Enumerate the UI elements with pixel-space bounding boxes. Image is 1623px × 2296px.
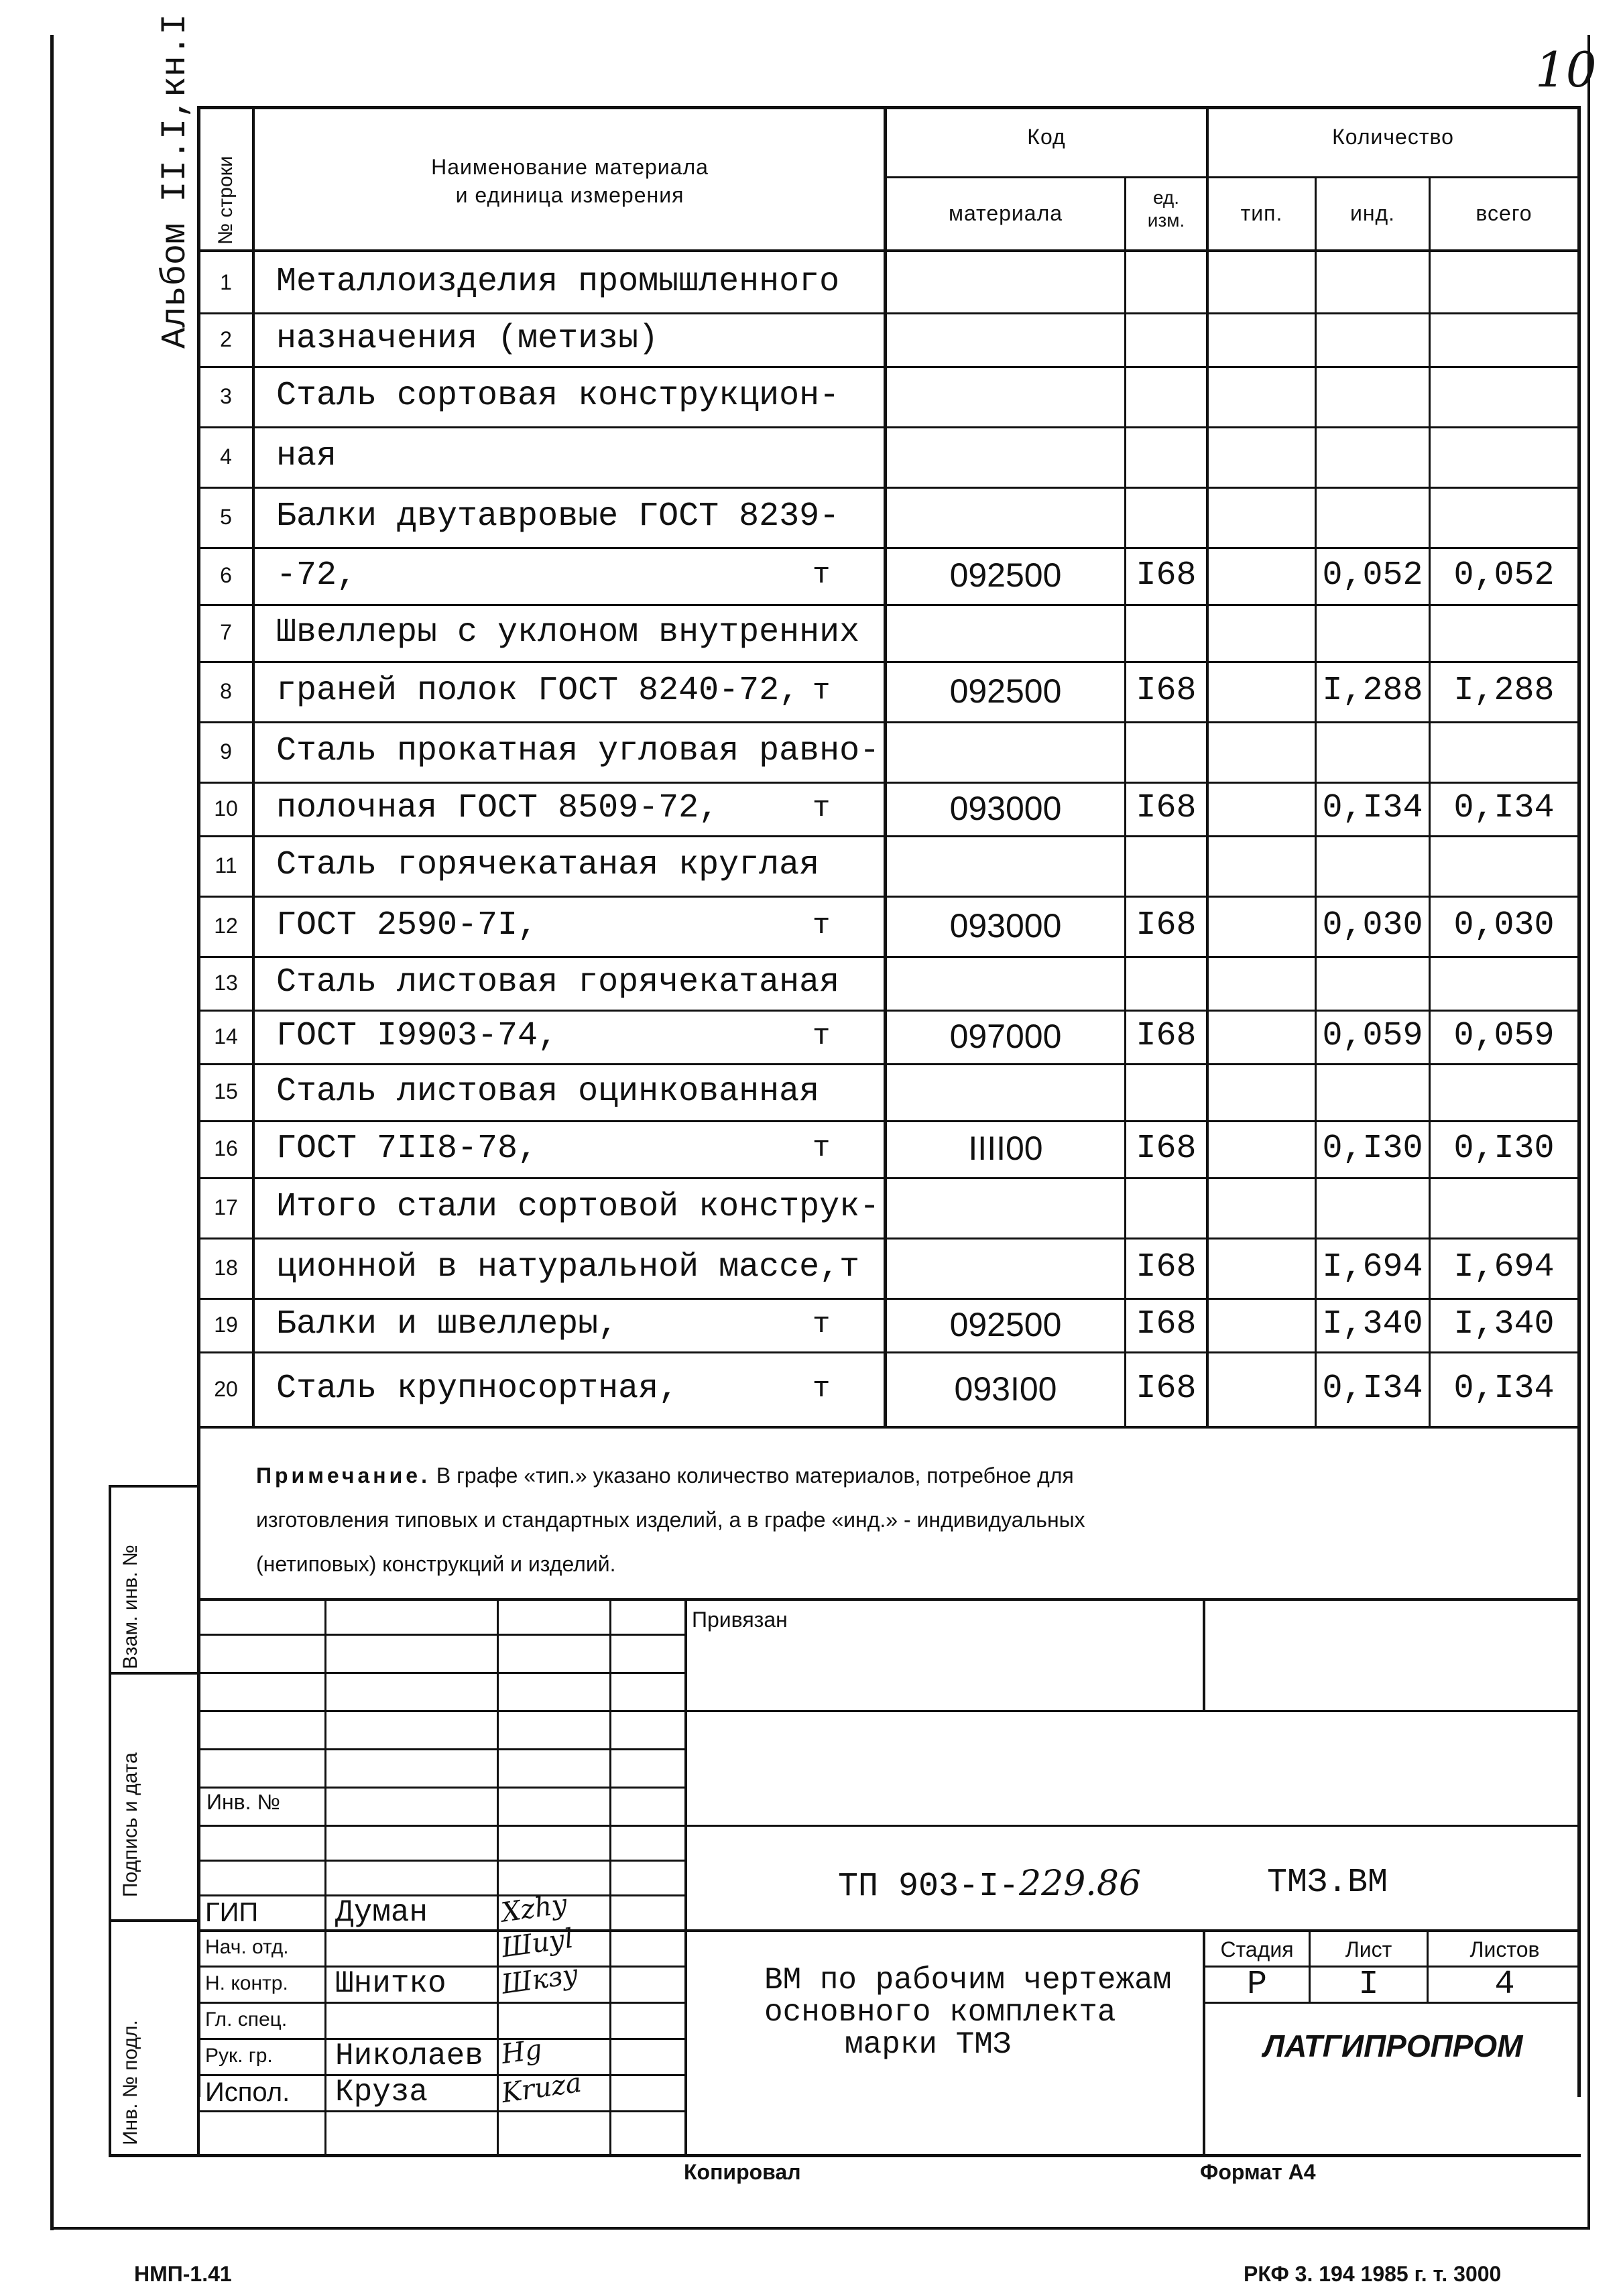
row-line-right <box>885 312 1581 314</box>
row-text: Сталь сортовая конструкцион- <box>276 377 840 415</box>
description-line-1: ВМ по рабочим чертежам <box>764 1963 1172 1998</box>
row-unit: т <box>813 1132 831 1165</box>
sheets-value: 4 <box>1494 1966 1515 2004</box>
note-block <box>256 1453 1557 1586</box>
stamp-h-3b <box>686 1710 1581 1712</box>
row-line-right <box>885 721 1581 723</box>
row-line-right <box>885 661 1581 663</box>
stamp-h-5 <box>197 1787 686 1789</box>
row-line-right <box>885 1298 1581 1300</box>
row-uom: I68 <box>1136 1305 1197 1343</box>
row-text: ная <box>276 437 337 475</box>
row-text: Сталь листовая горячекатаная <box>276 963 840 1002</box>
row-text: ГОСТ 2590-7I, <box>276 906 538 945</box>
header-q-ind: инд. <box>1349 201 1396 225</box>
row-text: полочная ГОСТ 8509-72, <box>276 789 719 827</box>
row-code: 092500 <box>949 556 1062 594</box>
header-quantity: Количество <box>1332 125 1454 149</box>
row-text: Сталь прокатная угловая равно- <box>276 732 880 770</box>
stage-label: Стадия <box>1220 1937 1294 1961</box>
row-line-right <box>885 366 1581 368</box>
doc-code <box>838 1864 1141 1906</box>
description-line-2: основного комплекта <box>764 1995 1116 2030</box>
row-unit: т <box>813 674 831 708</box>
title-bottom <box>109 2154 1581 2157</box>
row-number: 20 <box>214 1377 238 1401</box>
left-code: НМП-1.41 <box>134 2262 232 2286</box>
row-number: 14 <box>214 1024 238 1048</box>
header-row-no: № строки <box>215 156 237 245</box>
stamp-v-4 <box>684 1598 687 2155</box>
row-text: Итого стали сортовой конструк- <box>276 1188 880 1226</box>
row-text: Балки и швеллеры, <box>276 1305 619 1343</box>
row-number: 19 <box>214 1313 238 1337</box>
row-number: 6 <box>220 563 232 587</box>
row-text: ГОСТ 7II8-78, <box>276 1130 538 1168</box>
stamp-v-2 <box>497 1598 499 2155</box>
row-line-right <box>885 1237 1581 1240</box>
role-label: ГИП <box>205 1898 259 1927</box>
row-uom: I68 <box>1136 1017 1197 1055</box>
role-signature: Hg <box>499 2034 544 2070</box>
row-ind: 0,I34 <box>1322 789 1423 827</box>
col-line-2 <box>884 106 887 1427</box>
row-code: 093000 <box>949 907 1062 945</box>
row-line-right <box>885 487 1581 489</box>
role-signature: Xzhy <box>499 1888 569 1929</box>
row-unit: т <box>813 909 831 943</box>
stamp-v-1 <box>324 1598 326 2155</box>
role-label: Рук. гр. <box>205 2045 273 2067</box>
row-total: I,694 <box>1453 1248 1555 1286</box>
row-ind: 0,I34 <box>1322 1370 1423 1408</box>
row-number: 1 <box>220 270 232 294</box>
row-unit: т <box>813 1308 831 1341</box>
stamp-h-3 <box>197 1710 686 1712</box>
header-code: Код <box>1027 125 1066 149</box>
sheet-mark: 10 <box>1535 42 1597 98</box>
row-number: 12 <box>214 914 238 938</box>
row-text: -72, <box>276 556 357 595</box>
role-label: Н. контр. <box>205 1972 288 1994</box>
row-unit: т <box>813 1372 831 1406</box>
row-code: 093000 <box>949 790 1062 827</box>
copied-label: Копировал <box>684 2160 801 2184</box>
row-number: 17 <box>214 1195 238 1219</box>
row-number: 13 <box>214 971 238 995</box>
row-text: Балки двутавровые ГОСТ 8239- <box>276 497 840 536</box>
stamp-h-8 <box>197 1894 686 1896</box>
row-number: 4 <box>220 444 232 469</box>
row-line <box>197 1427 908 1429</box>
row-total: 0,030 <box>1453 906 1555 945</box>
stamp-v-5 <box>1203 1598 1205 1711</box>
frame-right <box>1587 35 1590 2230</box>
row-code: 092500 <box>949 1306 1062 1343</box>
row-number: 7 <box>220 620 232 644</box>
row-uom: I68 <box>1136 1248 1197 1286</box>
side-left <box>109 1485 111 2155</box>
row-ind: 0,059 <box>1322 1017 1423 1055</box>
row-number: 8 <box>220 679 232 703</box>
note-line-2: изготовления типовых и стандартных изделий, а в графе «инд.» - индивидуальных <box>256 1508 1085 1532</box>
stamp-h-top <box>197 1598 1581 1601</box>
row-number: 5 <box>220 505 232 529</box>
row-line-right <box>885 1063 1581 1065</box>
sheets-label: Листов <box>1469 1937 1540 1961</box>
row-number: 15 <box>214 1079 238 1103</box>
header-code-material: материала <box>948 201 1063 225</box>
row-unit: т <box>813 1020 831 1053</box>
row-number: 16 <box>214 1136 238 1160</box>
header-code-unit-2: изм. <box>1147 210 1185 231</box>
row-uom: I68 <box>1136 789 1197 827</box>
row-line-right <box>885 1351 1581 1353</box>
row-text: Сталь крупносортная, <box>276 1370 679 1408</box>
frame-bottom <box>50 2227 1589 2230</box>
description-line-3: марки ТМЗ <box>845 2027 1012 2062</box>
col-line-4 <box>1206 106 1209 1427</box>
side-div-2 <box>109 1919 197 1922</box>
row-number: 3 <box>220 384 232 408</box>
row-uom: I68 <box>1136 556 1197 595</box>
row-number: 10 <box>214 796 238 821</box>
row-total: I,288 <box>1453 672 1555 710</box>
note-line-1: В графе «тип.» указано количество материалов, потребное для <box>436 1463 1074 1488</box>
row-text: ГОСТ I9903-74, <box>276 1017 558 1055</box>
table-top <box>197 106 1581 109</box>
row-code: 097000 <box>949 1018 1062 1055</box>
row-uom: I68 <box>1136 1130 1197 1168</box>
row-uom: I68 <box>1136 906 1197 945</box>
header-name-line-1: Наименование материала <box>431 155 709 179</box>
role-label: Испол. <box>205 2077 290 2107</box>
org-name: ЛАТГИПРОПРОМ <box>1263 2029 1523 2063</box>
stamp-h-14 <box>197 2110 686 2112</box>
sheet-label: Лист <box>1345 1937 1392 1961</box>
title-left <box>197 1426 200 2157</box>
stamp-h-4 <box>197 1748 686 1750</box>
inv-no-label: Инв. № <box>206 1790 280 1814</box>
side-label-inv-podl: Инв. № подл. <box>119 2020 141 2145</box>
row-uom: I68 <box>1136 1370 1197 1408</box>
role-signature: Шиуl <box>499 1923 576 1964</box>
role-name: Круза <box>335 2075 428 2110</box>
row-text: граней полок ГОСТ 8240-72, <box>276 672 800 710</box>
row-line-right <box>885 956 1581 958</box>
row-text: Швеллеры с уклоном внутренних <box>276 613 860 652</box>
row-ind: I,288 <box>1322 672 1423 710</box>
header-name <box>268 153 871 209</box>
row-line-right <box>885 426 1581 428</box>
row-line-right <box>885 896 1581 898</box>
row-line-right <box>885 835 1581 837</box>
privyazan-label: Привязан <box>692 1608 788 1632</box>
stamp-h-2 <box>197 1672 686 1674</box>
row-line-right <box>885 1177 1581 1179</box>
row-line-right <box>885 604 1581 606</box>
doc-code-prefix: ТП 903-I- <box>838 1868 1020 1906</box>
sheet-value: I <box>1358 1966 1379 2004</box>
row-line-right <box>885 1120 1581 1122</box>
stamp-h-7 <box>197 1860 686 1862</box>
row-total: 0,059 <box>1453 1017 1555 1055</box>
header-subline <box>885 176 1581 178</box>
right-code: РКФ 3. 194 1985 г. т. 3000 <box>1244 2262 1502 2286</box>
row-line-right <box>885 782 1581 784</box>
row-total: 0,I30 <box>1453 1130 1555 1168</box>
row-total: 0,I34 <box>1453 1370 1555 1408</box>
row-line-right <box>885 1010 1581 1012</box>
role-name: Николаев <box>335 2039 483 2073</box>
row-text: назначения (метизы) <box>276 320 659 358</box>
side-label-vzam: Взам. инв. № <box>119 1545 141 1669</box>
row-ind: 0,030 <box>1322 906 1423 945</box>
album-label: Альбом II.I,кн.I <box>156 13 195 349</box>
side-top <box>109 1485 197 1488</box>
row-text: Металлоизделия промышленного <box>276 263 840 301</box>
row-code: 093I00 <box>954 1370 1057 1408</box>
stamp-h-1 <box>197 1634 686 1636</box>
row-ind: 0,I30 <box>1322 1130 1423 1168</box>
header-code-unit <box>1126 186 1206 232</box>
role-name: Думан <box>335 1895 428 1930</box>
stamp-v-3 <box>609 1598 611 2155</box>
row-line-right <box>885 547 1581 549</box>
row-ind: I,340 <box>1322 1305 1423 1343</box>
row-code: 092500 <box>949 672 1062 710</box>
row-code: IIII00 <box>968 1130 1043 1167</box>
row-number: 9 <box>220 739 232 764</box>
frame-left <box>50 35 54 2230</box>
row-number: 18 <box>214 1256 238 1280</box>
row-total: 0,052 <box>1453 556 1555 595</box>
role-name: Шнитко <box>335 1966 446 2001</box>
doc-mark: ТМЗ.ВМ <box>1267 1864 1388 1902</box>
role-signature: Шкзу <box>499 1959 581 2000</box>
side-label-podpis: Подпись и дата <box>119 1752 141 1897</box>
row-text: Сталь горячекатаная круглая <box>276 846 820 884</box>
header-q-total: всего <box>1476 201 1532 225</box>
doc-code-hand: 229.86 <box>1019 1864 1141 1904</box>
row-number: 11 <box>215 853 237 878</box>
table-right <box>1577 106 1581 2097</box>
row-number: 2 <box>220 327 232 351</box>
header-q-typ: тип. <box>1240 201 1283 225</box>
side-div-1 <box>109 1672 197 1675</box>
row-unit: т <box>813 558 831 592</box>
row-ind: I,694 <box>1322 1248 1423 1286</box>
stage-value: Р <box>1246 1966 1267 2004</box>
note-line-3: (нетиповых) конструкций и изделий. <box>256 1552 616 1576</box>
row-text: Сталь листовая оцинкованная <box>276 1073 820 1111</box>
role-label: Нач. отд. <box>205 1936 289 1958</box>
role-label: Гл. спец. <box>205 2008 288 2031</box>
role-signature: Kruza <box>499 2067 584 2110</box>
description <box>744 1964 1200 2061</box>
header-code-unit-1: ед. <box>1152 187 1180 208</box>
row-total: I,340 <box>1453 1305 1555 1343</box>
row-total: 0,I34 <box>1453 789 1555 827</box>
stamp-h-6 <box>197 1825 1581 1827</box>
note-label: Примечание. <box>256 1463 430 1488</box>
format-label: Формат А4 <box>1200 2160 1316 2184</box>
row-text: ционной в натуральной массе,т <box>276 1248 860 1286</box>
row-ind: 0,052 <box>1322 556 1423 595</box>
row-uom: I68 <box>1136 672 1197 710</box>
row-unit: т <box>813 792 831 825</box>
header-name-line-2: и единица измерения <box>455 183 684 207</box>
